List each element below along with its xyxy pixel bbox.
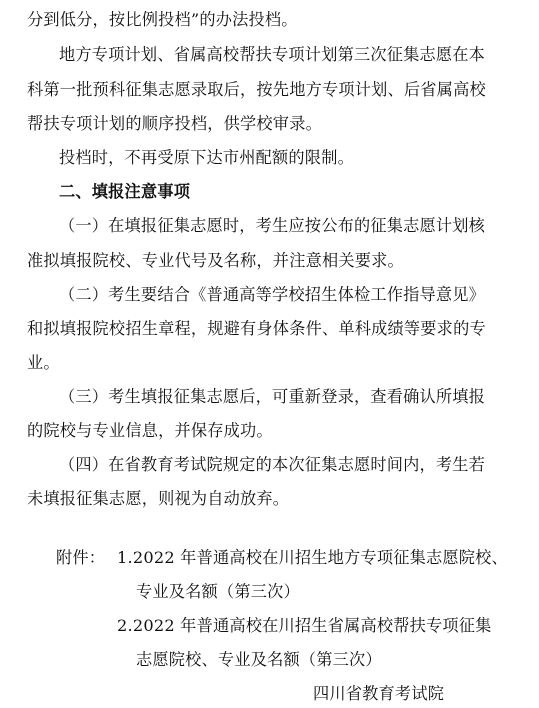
attachment-item: 1.2022 年普通高校在川招生地方专项征集志愿院校、 — [117, 548, 508, 567]
attachment-item: 2.2022 年普通高校在川招生省属高校帮扶专项征集 — [117, 616, 492, 635]
paragraph-line: （四）在省教育考试院规定的本次征集志愿时间内，考生若 — [59, 455, 486, 474]
paragraph-line: 投档时，不再受原下达市州配额的限制。 — [59, 148, 354, 167]
paragraph-line: 未填报征集志愿，则视为自动放弃。 — [27, 489, 290, 508]
paragraph-line: 业。 — [27, 353, 60, 372]
attachment-label: 附件： — [56, 548, 106, 567]
paragraph-line: 分到低分，按比例投档”的办法投档。 — [27, 10, 298, 29]
section-heading: 二、填报注意事项 — [59, 182, 191, 201]
attachment-item: 志愿院校、专业及名额（第三次） — [136, 650, 382, 669]
signature-org: 四川省教育考试院 — [313, 684, 445, 703]
attachment-item: 专业及名额（第三次） — [136, 582, 300, 601]
paragraph-line: （三）考生填报征集志愿后，可重新登录，查看确认所填报 — [59, 387, 486, 406]
paragraph-line: 科第一批预科征集志愿录取后，按先地方专项计划、后省属高校 — [27, 80, 486, 99]
paragraph-line: 准拟填报院校、专业代号及名称，并注意相关要求。 — [27, 251, 404, 270]
paragraph-line: （二）考生要结合《普通高等学校招生体检工作指导意见》 — [59, 285, 486, 304]
paragraph-line: 地方专项计划、省属高校帮扶专项计划第三次征集志愿在本 — [59, 45, 486, 64]
paragraph-line: 和拟填报院校招生章程，规避有身体条件、单科成绩等要求的专 — [27, 319, 486, 338]
paragraph-line: 的院校与专业信息，并保存成功。 — [27, 421, 273, 440]
paragraph-line: （一）在填报征集志愿时，考生应按公布的征集志愿计划核 — [59, 216, 486, 235]
paragraph-line: 帮扶专项计划的顺序投档，供学校审录。 — [27, 114, 322, 133]
